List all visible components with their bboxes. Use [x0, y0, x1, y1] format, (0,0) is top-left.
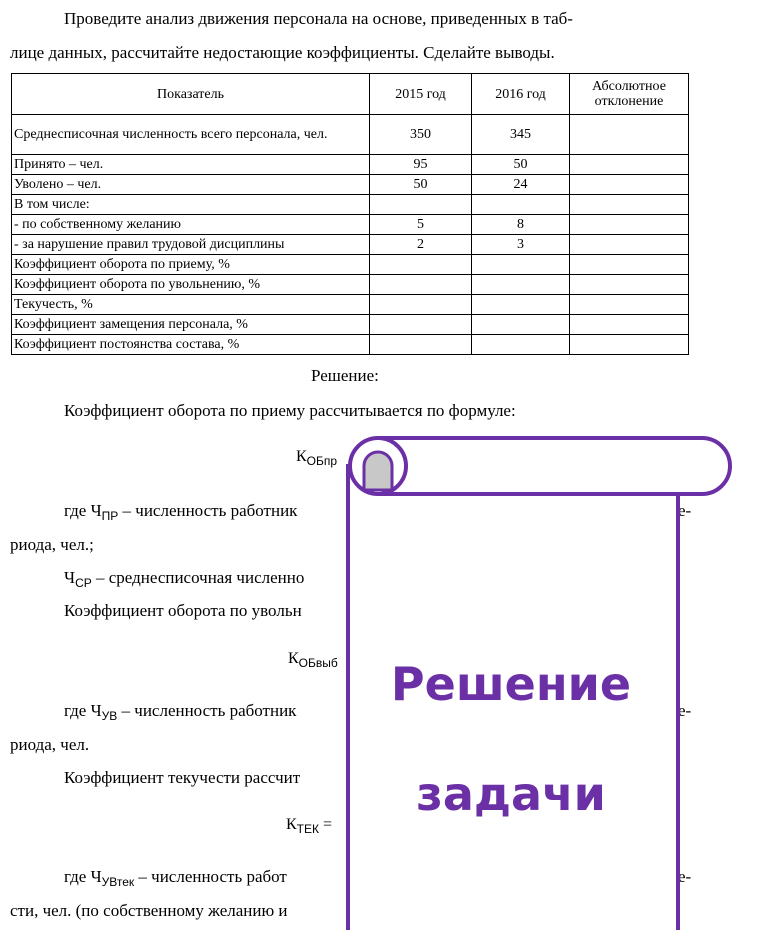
value-deviation	[570, 175, 689, 195]
formula-subscript: ОБпр	[306, 454, 338, 468]
value-2015	[370, 195, 472, 215]
text-fragment: где Ч	[64, 501, 102, 520]
row-label: Коэффициент постоянства состава, %	[12, 335, 370, 355]
paragraph-hired-def	[64, 500, 297, 527]
formula-subscript: ОБвыб	[298, 656, 338, 670]
paragraph-turnover-formula: Коэффициент текучести рассчит	[64, 768, 301, 787]
formula-dismissal	[288, 650, 338, 670]
value-deviation	[570, 275, 689, 295]
value-deviation	[570, 235, 689, 255]
formula-subscript: ТЕК	[296, 822, 319, 836]
table-row	[12, 215, 689, 235]
paragraph-dismissal-formula: Коэффициент оборота по увольн	[64, 601, 302, 620]
text-subscript: СР	[75, 576, 92, 590]
value-deviation	[570, 155, 689, 175]
value-2015	[370, 255, 472, 275]
text-fragment: – численность работ	[134, 867, 287, 886]
value-2016	[472, 275, 570, 295]
value-2015: 350	[370, 115, 472, 155]
hyphen-tail: е-	[678, 501, 692, 520]
paragraph-turnover-def	[64, 866, 287, 893]
table-header-row	[12, 74, 689, 115]
value-deviation	[570, 315, 689, 335]
value-2016	[472, 195, 570, 215]
table-row	[12, 115, 689, 155]
formula-symbol: К	[288, 650, 299, 667]
value-deviation	[570, 335, 689, 355]
value-deviation	[570, 115, 689, 155]
banner-title-line-2: задачи	[416, 767, 606, 821]
text-subscript: УВ	[101, 709, 118, 723]
header-deviation: Абсолютное отклонение	[570, 74, 689, 115]
row-label: Среднесписочная численность всего персонала, чел.	[12, 115, 370, 155]
formula-intake	[296, 448, 337, 468]
table-row	[12, 255, 689, 275]
value-deviation	[570, 255, 689, 275]
table-row	[12, 195, 689, 215]
value-2016: 345	[472, 115, 570, 155]
value-2015: 5	[370, 215, 472, 235]
solution-scroll-banner	[346, 434, 760, 930]
header-2016: 2016 год	[472, 74, 570, 115]
row-label: В том числе:	[12, 195, 370, 215]
text-fragment: Ч	[64, 568, 76, 587]
row-label: Коэффициент замещения персонала, %	[12, 315, 370, 335]
row-label: Принято – чел.	[12, 155, 370, 175]
row-label: Коэффициент оборота по увольнению, %	[12, 275, 370, 295]
row-label: - за нарушение правил трудовой дисциплины	[12, 235, 370, 255]
table-row	[12, 235, 689, 255]
hyphen-tail: е-	[678, 701, 692, 720]
header-indicator: Показатель	[12, 74, 370, 115]
row-label: Уволено – чел.	[12, 175, 370, 195]
paragraph-dismissed-def-cont: риода, чел.	[10, 735, 90, 754]
value-2016: 3	[472, 235, 570, 255]
paragraph-avg-def	[64, 567, 304, 594]
text-subscript: ПР	[101, 509, 119, 523]
hyphen-tail: е-	[678, 867, 692, 886]
value-2016: 50	[472, 155, 570, 175]
paragraph-hired-def-cont: риода, чел.;	[10, 535, 94, 554]
scroll-roll	[378, 438, 730, 494]
value-2016	[472, 295, 570, 315]
table-row	[12, 295, 689, 315]
row-label: Текучесть, %	[12, 295, 370, 315]
value-2016: 8	[472, 215, 570, 235]
row-label: - по собственному желанию	[12, 215, 370, 235]
value-2015	[370, 315, 472, 335]
personnel-table	[11, 73, 689, 355]
row-label: Коэффициент оборота по приему, %	[12, 255, 370, 275]
formula-symbol: К	[286, 816, 297, 833]
solution-title: Решение:	[311, 366, 379, 385]
task-line-2: лице данных, рассчитайте недостающие коэффициенты. Сделайте выводы.	[10, 43, 555, 62]
value-deviation	[570, 215, 689, 235]
banner-title-line-1: Решение	[390, 657, 632, 711]
formula-turnover	[286, 816, 332, 836]
value-2015	[370, 275, 472, 295]
scroll-curl	[364, 452, 392, 490]
paragraph-intake-formula: Коэффициент оборота по приему рассчитывается по формуле:	[64, 401, 516, 420]
formula-equals: =	[319, 816, 333, 833]
value-deviation	[570, 295, 689, 315]
text-fragment: где Ч	[64, 701, 102, 720]
task-line-1: Проведите анализ движения персонала на основе, приведенных в таб-	[64, 9, 573, 28]
paragraph-turnover-def-cont: сти, чел. (по собственному желанию и	[10, 901, 288, 920]
table-row	[12, 335, 689, 355]
table-row	[12, 155, 689, 175]
text-fragment: – численность работник	[118, 501, 298, 520]
table-row	[12, 315, 689, 335]
text-fragment: – численность работник	[117, 701, 297, 720]
paragraph-dismissed-def	[64, 700, 296, 727]
value-2015	[370, 295, 472, 315]
text-fragment: – среднесписочная численно	[91, 568, 305, 587]
formula-symbol: К	[296, 448, 307, 465]
value-2016	[472, 315, 570, 335]
value-2015: 50	[370, 175, 472, 195]
header-2015: 2015 год	[370, 74, 472, 115]
text-fragment: где Ч	[64, 867, 102, 886]
text-subscript: УВтек	[101, 875, 135, 889]
table-row	[12, 275, 689, 295]
value-2015: 95	[370, 155, 472, 175]
value-2015: 2	[370, 235, 472, 255]
value-2016	[472, 335, 570, 355]
value-2016: 24	[472, 175, 570, 195]
value-2015	[370, 335, 472, 355]
table-row	[12, 175, 689, 195]
value-2016	[472, 255, 570, 275]
value-deviation	[570, 195, 689, 215]
